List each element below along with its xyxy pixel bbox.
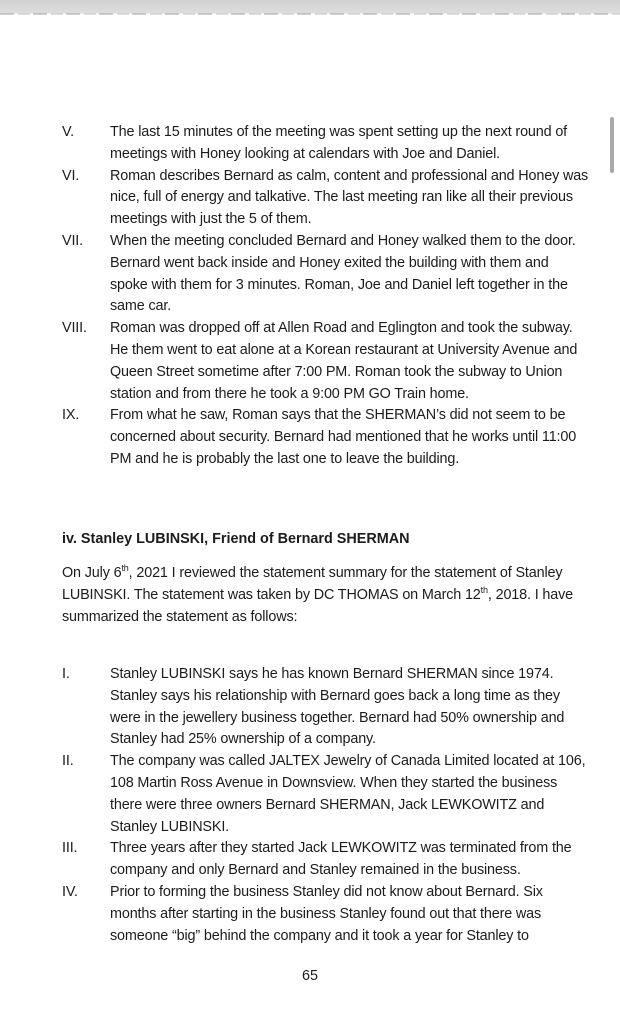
list-item-text: Prior to forming the business Stanley did not know about Bernard. Six months after starting in the business Stanley found out that there was someone “big” behind the company and it took a year for Stanley to (110, 883, 543, 944)
list-item (0, 751, 620, 838)
list-numeral: VII. (62, 232, 83, 249)
list-numeral: IX. (62, 407, 80, 424)
ordinal-suffix: th (480, 585, 488, 595)
list-item-text: Stanley LUBINSKI says he has known Bernard SHERMAN since 1974. Stanley says his relationship with Bernard goes back a long time as they were in the jewellery business together. Bernard had 50% ownership and Stanley had 25% ownership of a company. (110, 666, 565, 748)
list-numeral: VI. (62, 167, 80, 184)
list-item (0, 318, 620, 405)
list-item (0, 405, 620, 470)
summary-list-roman (0, 122, 620, 471)
intro-text: , 2021 I reviewed the statement summary for the statement of Stanley LUBINSKI. The statement was taken by DC THOMAS on March 12 (62, 565, 563, 603)
list-item-text: The company was called JALTEX Jewelry of Canada Limited located at 106, 108 Martin Ross Avenue in Downsview. When they started the business there were three owners Bernard SHERMAN, Jack LEWKOWITZ and Stanley LUBINSKI. (110, 753, 586, 835)
list-item (0, 882, 620, 947)
intro-paragraph (62, 563, 592, 628)
page-number: 65 (301, 968, 318, 984)
list-item (0, 231, 620, 318)
list-item-text: Three years after they started Jack LEWKOWITZ was terminated from the company and only Bernard and Stanley remained in the business. (110, 840, 572, 879)
list-item-text: Roman was dropped off at Allen Road and Eglington and took the subway. He them went to eat alone at a Korean restaurant at University Avenue and Queen Street sometime after 7:00 PM. Roman took the subway to Union station and from there he took a 9:00 PM GO Train home. (110, 320, 578, 402)
summary-list-stanley (0, 664, 620, 947)
list-item-text: From what he saw, Roman says that the SHERMAN’s did not seem to be concerned about security. Bernard had mentioned that he works until 11:00 PM and he is probably the last one to leave the building. (110, 407, 577, 467)
list-item-text: Roman describes Bernard as calm, content and professional and Honey was nice, full of energy and talkative. The last meeting ran like all their previous meetings with just the 5 of them. (110, 167, 589, 228)
list-item-text: When the meeting concluded Bernard and Honey walked them to the door. Bernard went back inside and Honey exited the building with them and spoke with them for 3 minutes. Roman, Joe and Daniel left together in the same car. (110, 232, 576, 315)
list-item (0, 838, 620, 882)
intro-text: , 2018. I have summarized the statement as follows: (62, 586, 573, 625)
list-numeral: III. (62, 840, 78, 857)
intro-text: On July 6 (62, 565, 122, 581)
ordinal-suffix: th (121, 563, 129, 574)
list-numeral: IV. (62, 883, 78, 900)
list-item (0, 166, 620, 231)
list-numeral: VIII. (62, 320, 87, 337)
list-item (0, 122, 620, 166)
section-heading: iv. Stanley LUBINSKI, Friend of Bernard SHERMAN (62, 531, 410, 547)
list-numeral: V. (62, 124, 74, 140)
list-numeral: II. (62, 753, 74, 770)
list-item (0, 664, 620, 751)
list-item-text: The last 15 minutes of the meeting was spent setting up the next round of meetings with Honey looking at calendars with Joe and Daniel. (110, 124, 568, 162)
list-numeral: I. (62, 666, 70, 682)
